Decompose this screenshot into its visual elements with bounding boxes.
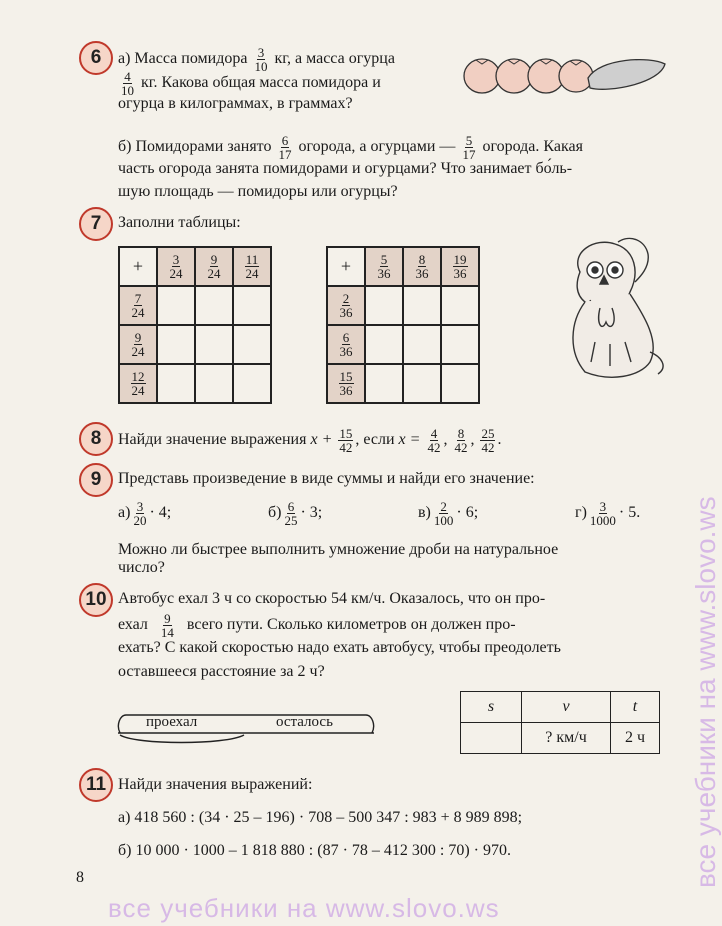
addition-table-1 — [118, 246, 272, 404]
task6b-line3: шую площадь — помидоры или огурцы? — [118, 183, 398, 200]
text: огорода. Какая — [482, 138, 583, 156]
fraction: $\frac{4}{10}$ — [121, 69, 134, 98]
plus-sign: + — [119, 247, 157, 286]
text: , если — [355, 431, 395, 449]
task7-text: Заполни таблицы: — [118, 214, 241, 231]
column-header: $\frac{5}{36}$ — [365, 247, 403, 286]
task10-line2: ехал $\frac{9}{14}$ всего пути. Сколько километров он должен про- — [118, 611, 516, 640]
cell-v: ? км/ч — [522, 723, 611, 754]
empty-cell[interactable] — [441, 286, 479, 325]
task6b-line1 — [118, 134, 583, 161]
fraction: $\frac{9}{14}$ — [160, 611, 174, 640]
cell-t: 2 ч — [611, 723, 660, 754]
row-header: $\frac{9}{24}$ — [119, 325, 157, 364]
empty-cell[interactable] — [365, 286, 403, 325]
task6a-line2 — [118, 70, 381, 97]
task9-item-c: в) $\frac{2}{100}$ · 6; — [418, 499, 479, 528]
task-number-10: 10 — [79, 583, 113, 617]
empty-cell[interactable] — [233, 325, 271, 364]
text: огорода, а огурцами — — [298, 138, 456, 156]
empty-cell[interactable] — [157, 364, 195, 403]
task-number-11: 11 — [79, 768, 113, 802]
empty-cell[interactable] — [441, 325, 479, 364]
empty-cell[interactable] — [195, 286, 233, 325]
row-header: $\frac{2}{36}$ — [327, 286, 365, 325]
task6b-line2: часть огорода занята помидорами и огурцами? Что занимает бо́ль- — [118, 160, 573, 177]
text: , — [470, 431, 475, 449]
row-header: $\frac{7}{24}$ — [119, 286, 157, 325]
empty-cell[interactable] — [157, 325, 195, 364]
task11-b: б) 10 000 · 1000 – 1 818 880 : (87 · 78 – 412 300 : 70) · 970. — [118, 842, 511, 859]
diagram-label-right: осталось — [276, 714, 333, 730]
column-header: $\frac{19}{36}$ — [441, 247, 479, 286]
empty-cell[interactable] — [195, 364, 233, 403]
task8-text — [118, 427, 501, 454]
task9-question-line2: число? — [118, 559, 165, 576]
task6a-line3: огурца в килограммах, в граммах? — [118, 95, 353, 112]
header-v: v — [522, 692, 611, 723]
empty-cell[interactable] — [365, 364, 403, 403]
header-t: t — [611, 692, 660, 723]
task10-line3: ехать? С какой скоростью надо ехать автобусу, чтобы преодолеть — [118, 639, 561, 656]
task6a-line1 — [118, 46, 395, 73]
text: кг. Какова общая масса помидора и — [141, 74, 381, 92]
column-header: $\frac{9}{24}$ — [195, 247, 233, 286]
text: . — [497, 431, 502, 449]
owl-illustration — [540, 232, 670, 382]
watermark-bottom: все учебники на www.slovo.ws — [108, 893, 500, 923]
empty-cell[interactable] — [403, 286, 441, 325]
empty-cell[interactable] — [403, 325, 441, 364]
empty-cell[interactable] — [365, 325, 403, 364]
column-header: $\frac{11}{24}$ — [233, 247, 271, 286]
tomatoes-cucumber-illustration — [460, 48, 670, 98]
svt-table — [460, 691, 660, 754]
task9-question-line1: Можно ли быстрее выполнить умножение дроби на натуральное — [118, 541, 559, 558]
row-header: $\frac{15}{36}$ — [327, 364, 365, 403]
header-s: s — [461, 692, 522, 723]
task9-item-d: г) $\frac{3}{1000}$ · 5. — [575, 499, 641, 528]
fraction: $\frac{15}{42}$ — [339, 426, 353, 455]
plus-sign: + — [327, 247, 365, 286]
task9-item-a: а) $\frac{3}{20}$ · 4; — [118, 499, 172, 528]
text: а) Масса помидора — [118, 50, 248, 68]
empty-cell[interactable] — [233, 286, 271, 325]
cell-s[interactable] — [461, 723, 522, 754]
watermark-side: все учебники на www.slovo.ws — [690, 496, 721, 888]
empty-cell[interactable] — [403, 364, 441, 403]
fraction: $\frac{4}{42}$ — [427, 426, 441, 455]
empty-cell[interactable] — [441, 364, 479, 403]
row-header: $\frac{6}{36}$ — [327, 325, 365, 364]
expression: x + — [310, 431, 333, 449]
fraction: $\frac{25}{42}$ — [481, 426, 495, 455]
fraction: $\frac{6}{17}$ — [278, 133, 292, 162]
expression: x = — [398, 431, 421, 449]
empty-cell[interactable] — [233, 364, 271, 403]
task9-text: Представь произведение в виде суммы и найди его значение: — [118, 470, 535, 487]
task-number-6: 6 — [79, 41, 113, 75]
text: б) Помидорами занято — [118, 138, 272, 156]
row-header: $\frac{12}{24}$ — [119, 364, 157, 403]
fraction: $\frac{3}{10}$ — [254, 45, 268, 74]
text: Найди значение выражения — [118, 431, 307, 449]
fraction: $\frac{8}{42}$ — [454, 426, 468, 455]
task10-line1: Автобус ехал 3 ч со скоростью 54 км/ч. Оказалось, что он про- — [118, 590, 546, 607]
task-number-8: 8 — [79, 422, 113, 456]
diagram-label-left: проехал — [146, 714, 198, 730]
column-header: $\frac{8}{36}$ — [403, 247, 441, 286]
task11-a: а) 418 560 : (34 · 25 – 196) · 708 – 500 347 : 983 + 8 989 898; — [118, 809, 523, 826]
empty-cell[interactable] — [157, 286, 195, 325]
text: кг, а масса огурца — [274, 50, 395, 68]
task11-text: Найди значения выражений: — [118, 776, 313, 793]
fraction: $\frac{5}{17}$ — [462, 133, 476, 162]
empty-cell[interactable] — [195, 325, 233, 364]
task9-item-b: б) $\frac{6}{25}$ · 3; — [268, 499, 323, 528]
addition-table-2 — [326, 246, 480, 404]
text: , — [443, 431, 448, 449]
task-number-7: 7 — [79, 207, 113, 241]
column-header: $\frac{3}{24}$ — [157, 247, 195, 286]
task-number-9: 9 — [79, 463, 113, 497]
page-number: 8 — [76, 869, 84, 886]
task10-line4: оставшееся расстояние за 2 ч? — [118, 663, 325, 680]
